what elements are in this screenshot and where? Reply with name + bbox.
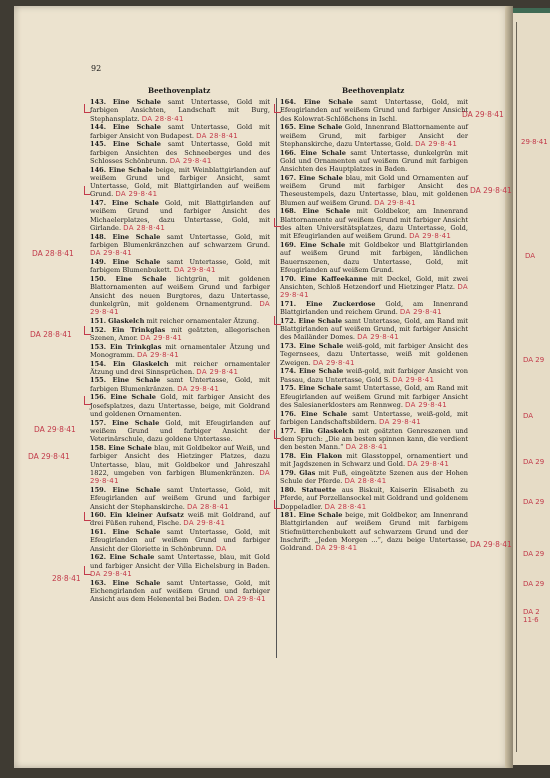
entry-annotation: DA 29·8·41: [409, 232, 452, 241]
entry-lead: Eine Schale: [303, 98, 353, 106]
entry-annotation: DA 29·8·41: [173, 266, 216, 275]
entry-lead: Eine Schale: [298, 384, 343, 393]
entry-lead: Eine Schale: [299, 367, 344, 376]
entry-number: 152.: [90, 325, 107, 334]
left-column: [90, 98, 270, 604]
entry-number: 145.: [90, 140, 107, 149]
entry-lead: Ein Glaskelch: [300, 426, 354, 435]
catalog-entry: [90, 140, 270, 165]
entry-annotation: DA 29·8·41: [196, 367, 239, 376]
catalog-entry: [280, 469, 468, 486]
red-check-mark: [274, 500, 281, 509]
catalog-entry: [90, 166, 270, 199]
catalog-entry: [280, 174, 468, 207]
catalog-entry: [280, 98, 468, 123]
entry-number: 160.: [90, 511, 107, 520]
entry-number: 174.: [280, 367, 297, 376]
page-gutter: [505, 6, 513, 768]
catalog-entry: [90, 317, 270, 325]
entry-number: 158.: [90, 444, 107, 453]
entry-number: 154.: [90, 359, 107, 368]
entry-text: Gold, Innenrand Blattornamente auf weißem Grund, mit farbiger Ansicht der Stephanskirche, dazu Untertasse, Gold.: [280, 123, 468, 148]
catalog-entry: [280, 427, 468, 452]
catalog-entry: [280, 123, 468, 148]
entry-text: samt Untertasse, Gold mit farbiger Ansicht von Budapest.: [90, 123, 271, 140]
entry-number: 165.: [280, 123, 297, 132]
entry-lead: Eine Schale: [112, 123, 162, 132]
entry-annotation: DA 28·8·41: [344, 477, 387, 486]
entry-text: samt Untertasse, Gold, am Rand mit Efeugirlanden auf weißem Grund mit farbiger Ansicht des Salesianerklosters am Rennweg.: [280, 384, 468, 409]
entry-annotation: DA 29·8·41: [90, 249, 132, 258]
entry-number: 156.: [90, 393, 107, 402]
entry-number: 157.: [90, 418, 107, 427]
catalog-entry: [280, 384, 468, 409]
entry-annotation: DA 29·8·41: [169, 156, 212, 165]
entry-lead: Glaskelch: [108, 316, 145, 325]
next-page-rule: [516, 22, 517, 752]
entry-text: lichtgrün, mit goldenen Blattornamenten auf weißem Grund und farbiger Ansicht des neuen Burgtores, dazu Untertasse, dunkelgrün, mit goldenem Ornamentgrund.: [90, 274, 270, 308]
next-page-note: DA 29: [523, 498, 545, 506]
entry-text: Gold, mit Efeugirlanden auf weißem Grund und farbiger Ansicht der Veterinärschule, dazu goldene Untertasse.: [90, 418, 270, 444]
entry-annotation: DA 29·8·41: [140, 333, 183, 342]
entry-text: samt Untertasse, Gold, am Rand mit Blattgirlanden auf weißem Grund, mit farbiger Ansicht des Mailänder Domes.: [280, 316, 468, 342]
entry-number: 161.: [90, 528, 107, 537]
entry-annotation: DA 28·8·41: [141, 114, 184, 123]
entry-annotation: DA 29·8·41: [415, 139, 458, 148]
entry-text: mit reicher ornamentaler Ätzung und drei Sinnsprüchen.: [90, 359, 270, 376]
red-check-mark: [274, 218, 281, 227]
entry-annotation: DA 29·8·41: [399, 308, 442, 317]
next-page-note: DA 29: [523, 458, 545, 466]
red-check-mark: [274, 430, 281, 439]
entry-text: blau, mit Goldbekor auf Weiß, und farbiger Ansicht des Hietzinger Platzes, dazu Untertasse, blau, mit Goldbekor und Jahreszahl 1822, umgeben von farbigen Blumenkränzen.: [90, 444, 270, 477]
next-page-note: DA 29: [523, 550, 545, 558]
entry-text: aus Biskuit, Kaiserin Elisabeth zu Pferde, auf Porzellansockel mit Goldrand und goldenem Doppeladler.: [280, 485, 468, 511]
entry-lead: Eine Schale: [108, 444, 152, 453]
entry-text: samt Untertasse, Gold, mit Efeugirlanden auf weißem Grund und farbiger Ansicht der Gloriette in Schönbrunn.: [90, 528, 270, 553]
entry-number: 167.: [280, 173, 297, 182]
entry-number: 143.: [90, 98, 107, 106]
entry-annotation: DA 29·8·41: [223, 595, 266, 604]
entry-text: samt Untertasse, Gold, mit Efeugirlanden auf weißem Grund und farbiger Ansicht der Stephanskirche.: [90, 485, 270, 511]
entry-lead: Eine Schale: [112, 418, 160, 427]
entry-lead: Ein Trinkglas: [111, 325, 166, 334]
entry-text: mit Goldbekor, am Innenrand Blattornamente auf weißem Grund mit farbiger Ansicht des alten Universitätsplatzes, dazu Untertasse, Gold, mit Efeugirlanden auf weißem Grund.: [280, 207, 468, 241]
catalog-entry: [90, 258, 270, 275]
catalog-entry: [280, 300, 468, 317]
entry-annotation: DA 29·8·41: [374, 198, 417, 207]
entry-number: 147.: [90, 199, 107, 208]
entry-lead: Eine Schale: [115, 274, 167, 283]
catalog-entry: [90, 511, 270, 528]
entry-text: weiß mit Goldrand, auf drei Füßen ruhend, Fische.: [90, 511, 270, 528]
catalog-entry: [280, 317, 468, 342]
entry-text: weiß-gold, mit farbiger Ansicht von Passau, dazu Untertasse, Gold S.: [280, 367, 468, 384]
entry-text: samt Untertasse, Gold, mit Efeugirlanden auf weißem Grund und farbiger Ansicht des Kolowrat-Schlößchens in Ischl.: [280, 98, 468, 123]
entry-lead: Eine Schale: [298, 511, 343, 520]
entry-annotation: DA 29·8·41: [405, 400, 448, 409]
catalog-entry: [280, 149, 468, 174]
entry-annotation: DA 28·8·41: [196, 131, 239, 140]
entry-annotation: DA 29·8·41: [315, 544, 358, 553]
entry-text: samt Untertasse, Gold mit farbigen Ansichten des Schneeberges und des Schlosses Schönbrunn.: [90, 140, 271, 165]
entry-lead: Eine Schale: [301, 409, 348, 418]
entry-lead: Eine Schale: [298, 173, 343, 182]
entry-annotation: DA 29·8·41: [90, 468, 270, 486]
entry-lead: Eine Schale: [112, 376, 161, 385]
red-check-mark: [84, 326, 91, 335]
catalog-entry: [280, 241, 468, 274]
margin-annotation: DA 28·8·41: [32, 249, 74, 258]
entry-lead: Eine Schale: [112, 98, 162, 106]
entry-text: mit reicher ornamentaler Ätzung.: [146, 316, 259, 325]
entry-text: Gold, mit Blattgirlanden auf weißem Grund und farbiger Ansicht des Michaelerplatzes, dazu Untertasse, Gold, mit Girlande.: [90, 199, 270, 233]
catalog-entry: [90, 343, 270, 360]
entry-number: 153.: [90, 342, 107, 351]
entry-number: 169.: [280, 241, 297, 249]
catalog-entry: [90, 199, 270, 232]
entry-text: mit Deckel, Gold, mit zwei Ansichten, Schloß Hetzendorf und Hietzinger Platz.: [280, 274, 468, 291]
entry-lead: Eine Schale: [300, 148, 346, 157]
entry-number: 179.: [280, 468, 297, 477]
entry-number: 171.: [280, 299, 297, 308]
entry-annotation: DA 29·8·41: [136, 350, 179, 359]
catalog-entry: [280, 452, 468, 469]
margin-annotation: 28·8·41: [52, 574, 81, 583]
entry-number: 173.: [280, 342, 297, 351]
catalog-entry: [280, 275, 468, 300]
entry-number: 149.: [90, 257, 107, 266]
red-check-mark: [84, 104, 91, 113]
right-column-heading: Beethovenplatz: [342, 86, 405, 95]
entry-annotation: DA 29·8·41: [177, 384, 220, 393]
next-page-note: DA 2: [523, 608, 540, 616]
entry-annotation: DA 29·8·41: [407, 460, 450, 469]
entry-annotation: DA 29·8·41: [115, 190, 158, 199]
entry-number: 155.: [90, 376, 107, 385]
entry-annotation: DA 29·8·41: [90, 299, 270, 317]
catalog-entry: [90, 393, 270, 418]
entry-number: 168.: [280, 207, 297, 216]
entry-lead: Eine Zuckerdose: [306, 299, 376, 308]
entry-lead: Eine Schale: [112, 140, 162, 149]
margin-annotation: DA 29·8·41: [462, 110, 504, 119]
entry-text: beige, mit Goldbekor, am Innenrand Blattgirlanden auf weißem Grund mit farbigem Stiefmütterchenbukett auf schwarzem Grund und der Inschrift: „Jeden Morgen ...“, dazu beige Untertasse, Goldrand.: [280, 511, 468, 553]
entry-text: samt Untertasse, Gold, mit Eichengirlanden auf weißem Grund und farbiger Ansicht aus dem Helenental bei Baden.: [90, 578, 270, 604]
catalog-entry: [90, 419, 270, 444]
catalog-entry: [90, 123, 270, 140]
margin-annotation: DA 29·8·41: [470, 186, 512, 195]
entry-lead: Glas: [299, 468, 316, 477]
entry-lead: Statuette: [301, 485, 337, 494]
catalog-entry: [90, 326, 270, 343]
entry-text: weiß-gold, mit farbiger Ansicht des Tegernsees, dazu Untertasse, weiß mit goldenen Zweigen.: [280, 342, 468, 367]
catalog-entry: [90, 376, 270, 393]
entry-lead: Eine Schale: [298, 123, 343, 132]
catalog-entry: [90, 528, 270, 553]
entry-number: 176.: [280, 409, 297, 418]
red-check-mark: [84, 512, 91, 521]
entry-text: mit ornamentaler Ätzung und Monogramm.: [90, 342, 270, 359]
entry-lead: Ein kleiner Aufsatz: [109, 511, 184, 520]
catalog-entry: [90, 275, 270, 316]
margin-annotation: DA 29·8·41: [470, 540, 512, 549]
next-page-note: DA 29: [523, 356, 545, 364]
entry-annotation: DA 29·8·41: [312, 358, 355, 367]
entry-lead: Eine Schale: [112, 578, 161, 587]
entry-text: samt Untertasse, blau, mit Gold und farbiger Ansicht der Villa Eichelsburg in Baden.: [90, 553, 270, 570]
catalog-entry: [90, 98, 270, 123]
next-page-note: 11·6: [523, 616, 539, 624]
entry-text: samt Untertasse, Gold, mit farbigem Blumenbukett.: [90, 257, 270, 275]
entry-lead: Eine Schale: [108, 165, 153, 174]
entry-number: 180.: [280, 485, 297, 494]
entry-text: mit geätzten Genreszenen und dem Spruch: „Die am besten spinnen kann, die verdient den besten Mann.“: [280, 426, 468, 452]
entry-number: 148.: [90, 232, 107, 241]
next-page-note: 29·8·41: [521, 138, 548, 146]
next-page-note: DA 29: [523, 580, 545, 588]
entry-text: samt Untertasse, weiß-gold, mit farbigen Landschaftsbildern.: [280, 409, 469, 426]
entry-text: blau, mit Gold und Ornamenten auf weißem Grund mit farbiger Ansicht des Theseustempels, dazu Untertasse, blau, mit goldenen Blumen auf weißem Grund.: [280, 173, 468, 207]
entry-lead: Eine Schale: [112, 485, 161, 494]
entry-text: Gold, mit farbiger Ansicht des Josefsplatzes, dazu Untertasse, beige, mit Goldrand und goldenen Ornamenten.: [90, 393, 270, 419]
entry-annotation: DA 29·8·41: [183, 519, 226, 528]
catalog-entry: [90, 233, 270, 258]
entry-number: 166.: [280, 148, 297, 157]
entry-annotation: DA 29·8·41: [392, 375, 435, 384]
entry-annotation: DA 29·8·41: [357, 333, 400, 342]
entry-lead: Eine Schale: [298, 316, 343, 325]
entry-number: 151.: [90, 316, 107, 325]
next-page-note: DA: [523, 412, 534, 420]
catalog-entry: [90, 553, 270, 578]
entry-text: mit Glasstoppel, ornamentiert und mit Jagdszenen in Schwarz und Gold.: [280, 451, 468, 469]
entry-text: samt Untertasse, Gold, mit farbigen Blumenkränzchen auf schwarzem Grund.: [90, 232, 270, 249]
entry-number: 162.: [90, 553, 107, 562]
entry-number: 146.: [90, 165, 107, 174]
entry-text: samt Untertasse, Gold, mit farbigen Blumenkränzen.: [90, 376, 270, 393]
red-check-mark: [274, 104, 281, 113]
red-check-mark: [84, 186, 91, 195]
entry-number: 178.: [280, 451, 297, 460]
entry-number: 163.: [90, 578, 107, 587]
catalog-entry: [90, 579, 270, 604]
entry-lead: Ein Glaskelch: [112, 359, 169, 368]
entry-number: 150.: [90, 274, 107, 283]
margin-annotation: DA 29·8·41: [34, 425, 76, 434]
entry-annotation: DA 28·8·41: [345, 443, 388, 452]
entry-lead: Eine Schale: [109, 553, 155, 562]
margin-annotation: DA 28·8·41: [30, 330, 72, 339]
entry-text: mit geätzten, allegorischen Szenen, Amor.: [90, 325, 270, 342]
column-divider: [276, 98, 277, 658]
entry-number: 170.: [280, 274, 297, 283]
entry-number: 159.: [90, 485, 107, 494]
entry-number: 181.: [280, 511, 297, 520]
red-check-mark: [274, 316, 281, 325]
entry-number: 177.: [280, 426, 297, 435]
catalog-entry: [280, 342, 468, 367]
entry-annotation: DA 28·8·41: [186, 502, 229, 511]
entry-lead: Eine Schale: [302, 207, 351, 216]
entry-number: 175.: [280, 384, 297, 393]
entry-lead: Eine Schale: [111, 199, 160, 208]
entry-annotation: DA: [215, 544, 227, 553]
entry-text: samt Untertasse, Gold mit farbigen Ansichten, Landschaft mit Burg, Stephansplatz.: [90, 98, 271, 123]
entry-annotation: DA 29·8·41: [379, 417, 421, 426]
red-check-mark: [84, 566, 91, 575]
entry-number: 144.: [90, 123, 107, 132]
entry-lead: Ein Trinkglas: [110, 342, 162, 351]
entry-text: mit Fuß, eingeätzte Szenen aus der Hohen Schule der Pferde.: [280, 468, 468, 486]
entry-lead: Eine Schale: [110, 393, 156, 402]
entry-lead: Ein Flakon: [300, 451, 343, 460]
next-page-note: DA: [525, 252, 536, 260]
catalog-entry: [90, 444, 270, 485]
entry-annotation: DA 29·8·41: [280, 282, 468, 300]
entry-lead: Eine Schale: [112, 257, 161, 266]
left-column-heading: Beethovenplatz: [148, 86, 211, 95]
catalog-entry: [280, 410, 468, 427]
catalog-entry: [280, 367, 468, 384]
entry-text: samt Untertasse, dunkelgrün mit Gold und Ornamenten auf weißem Grund mit farbigen Ansichten des Hauptplatzes in Baden.: [280, 148, 468, 174]
entry-lead: Eine Schale: [112, 528, 161, 537]
entry-annotation: DA 28·8·41: [324, 502, 367, 511]
entry-lead: Eine Kaffeekanne: [300, 274, 368, 283]
right-column: [280, 98, 468, 553]
red-check-mark: [84, 396, 91, 405]
catalog-entry: [90, 360, 270, 377]
catalog-entry: [280, 511, 468, 552]
catalog-entry: [90, 486, 270, 511]
page-number: 92: [91, 64, 102, 73]
entry-text: mit Goldbekor und Blattgirlanden auf weißem Grund mit farbigen, ländlichen Bauernszenen, dazu Untertasse, Gold, mit Efeugirlanden auf weißem Grund.: [280, 241, 468, 274]
catalog-entry: [280, 486, 468, 511]
entry-annotation: DA 28·8·41: [123, 224, 166, 233]
entry-text: beige, mit Weinblattgirlanden auf weißem Grund und farbiger Ansicht, samt Untertasse, Gold, mit Blattgirlanden auf weißem Grund.: [90, 165, 270, 199]
entry-annotation: DA 29·8·41: [90, 570, 132, 579]
entry-lead: Eine Schale: [300, 241, 346, 249]
entry-lead: Eine Schale: [112, 232, 161, 241]
entry-number: 172.: [280, 316, 297, 325]
next-page-edge: [513, 10, 550, 765]
entry-number: 164.: [280, 98, 297, 106]
margin-annotation: DA 29·8·41: [28, 452, 70, 461]
entry-lead: Eine Schale: [299, 342, 344, 351]
entry-text: Gold, am Innenrand Blattgirlanden und reichem Grund.: [280, 299, 468, 317]
catalog-entry: [280, 207, 468, 240]
